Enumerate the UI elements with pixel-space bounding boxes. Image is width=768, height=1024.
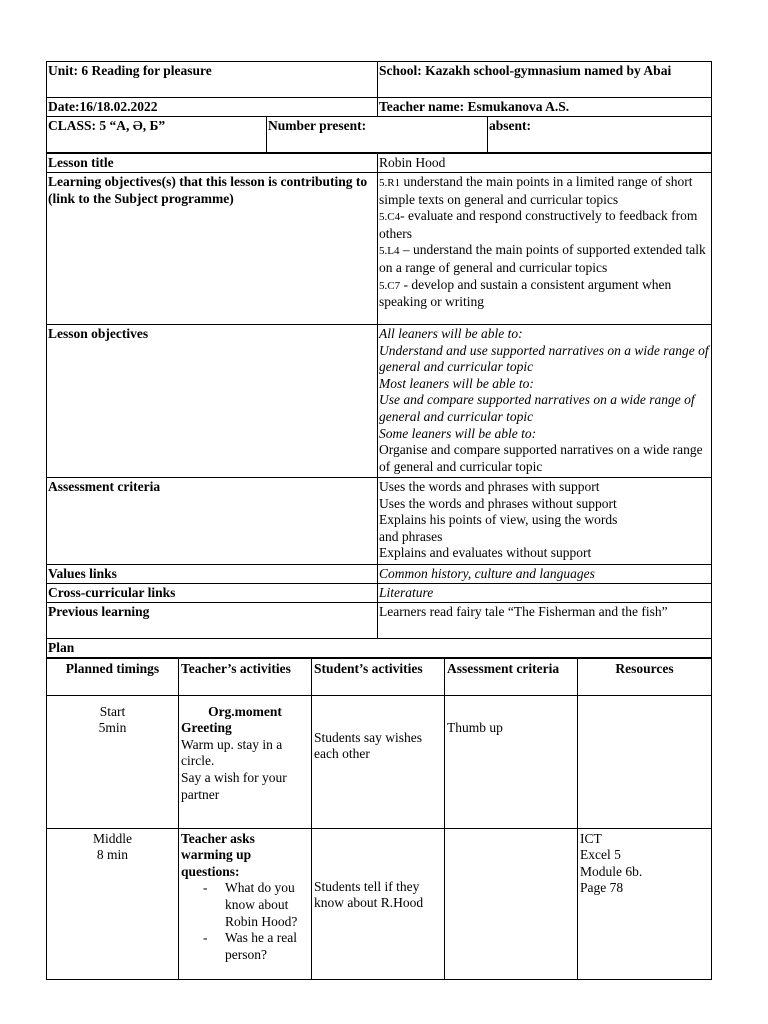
resource-item: Excel 5: [580, 847, 621, 863]
number-present-cell: Number present:: [267, 117, 488, 153]
plan-header-cell: Planned timings: [47, 658, 179, 695]
lesson-info-table: [46, 61, 712, 153]
absent-cell: absent:: [488, 117, 712, 153]
values-links-label: Values links: [47, 565, 378, 584]
lesson-objectives-list: [378, 325, 712, 478]
plan-label: Plan: [47, 639, 712, 658]
objective-most-heading: Most leaners will be able to:: [379, 375, 534, 391]
question-list: [181, 880, 309, 963]
previous-learning-value: Learners read fairy tale “The Fisherman and the fish”: [378, 603, 712, 639]
assessment-cell: [445, 695, 578, 828]
plan-header-cell: Resources: [578, 658, 712, 695]
teacher-cell: Teacher name: Esmukanova A.S.: [378, 98, 712, 117]
lesson-title-value: Robin Hood: [378, 154, 712, 173]
assessment-text: Thumb up: [447, 719, 503, 735]
assessment-item: Explains his points of view, using the words: [379, 512, 618, 528]
objective-some-text: Organise and compare supported narratives on a wide range of general and curricular topic: [379, 442, 703, 474]
school-cell: School: Kazakh school-gymnasium named by Abai: [378, 62, 712, 98]
timing-cell: [47, 828, 179, 979]
student-activity-text: Students tell if they know about R.Hood: [314, 878, 424, 911]
plan-header-cell: Teacher’s activities: [179, 658, 312, 695]
lo-item: 5.C4- evaluate and respond constructively to feedback from others: [379, 208, 698, 241]
resource-item: ICT: [580, 830, 602, 846]
lo-item: 5.C7 - develop and sustain a consistent argument when speaking or writing: [379, 276, 672, 310]
class-cell: CLASS: 5 “A, Ә, Б”: [47, 117, 267, 153]
cross-curricular-value: Literature: [378, 584, 712, 603]
values-links-value: Common history, culture and languages: [378, 565, 712, 584]
question-item: - What do you know about Robin Hood?: [181, 880, 309, 930]
lo-item: 5.L4 – understand the main points of supported extended talk on a range of general and curricular topics: [379, 242, 706, 275]
student-activity-cell: [312, 828, 445, 979]
resource-item: Module 6b.: [580, 863, 643, 879]
plan-header-row: [47, 658, 712, 695]
plan-header-cell: Student’s activities: [312, 658, 445, 695]
lo-item: 5.R1 understand the main points in a limited range of short simple texts on general and curricular topics: [379, 174, 693, 207]
lesson-objectives-label: Lesson objectives: [47, 325, 378, 478]
assessment-item: Explains and evaluates without support: [379, 545, 592, 561]
previous-learning-label: Previous learning: [47, 603, 378, 639]
assessment-item: and phrases: [379, 528, 443, 544]
lesson-plan-document: [46, 61, 711, 980]
assessment-criteria-list: [378, 478, 712, 565]
unit-cell: Unit: 6 Reading for pleasure: [47, 62, 378, 98]
plan-table: [46, 658, 712, 980]
timing-label: Start: [99, 703, 126, 719]
lesson-title-label: Lesson title: [47, 154, 378, 173]
activity-title: Teacher asks warming up questions:: [181, 830, 255, 879]
objective-most-text: Use and compare supported narratives on a wide range of general and curricular topic: [379, 392, 695, 424]
resources-cell: [578, 828, 712, 979]
lesson-details-table: [46, 153, 712, 658]
activity-subtitle: Greeting: [181, 720, 232, 736]
assessment-item: Uses the words and phrases with support: [379, 479, 600, 494]
activity-text: Say a wish for your partner: [181, 769, 287, 802]
assessment-cell: [445, 828, 578, 979]
activity-text: Warm up. stay in a circle.: [181, 736, 283, 769]
teacher-activity-cell: [179, 695, 312, 828]
objective-some-heading: Some leaners will be able to:: [379, 425, 537, 441]
date-cell: Date:16/18.02.2022: [47, 98, 378, 117]
question-item: - Was he a real person?: [181, 930, 309, 963]
timing-cell: [47, 695, 179, 828]
plan-row-middle: [47, 828, 712, 979]
resource-item: Page 78: [580, 880, 624, 896]
assessment-criteria-label: Assessment criteria: [47, 478, 378, 565]
learning-objectives-label: Learning objectives(s) that this lesson is contributing to (link to the Subject programme): [47, 173, 378, 325]
teacher-activity-cell: [179, 828, 312, 979]
resources-cell: [578, 695, 712, 828]
learning-objectives-list: [378, 173, 712, 325]
objective-all-heading: All leaners will be able to:: [379, 326, 523, 341]
timing-duration: 8 min: [96, 847, 129, 863]
student-activity-text: Students say wishes each other: [314, 729, 422, 762]
activity-title: Org.moment: [208, 703, 282, 719]
assessment-item: Uses the words and phrases without support: [379, 495, 617, 511]
plan-header-cell: Assessment criteria: [445, 658, 578, 695]
objective-all-text: Understand and use supported narratives on a wide range of general and curricular topic: [379, 342, 709, 375]
cross-curricular-label: Cross-curricular links: [47, 584, 378, 603]
plan-row-start: [47, 695, 712, 828]
timing-label: Middle: [93, 830, 132, 846]
student-activity-cell: [312, 695, 445, 828]
timing-duration: 5min: [98, 720, 127, 736]
